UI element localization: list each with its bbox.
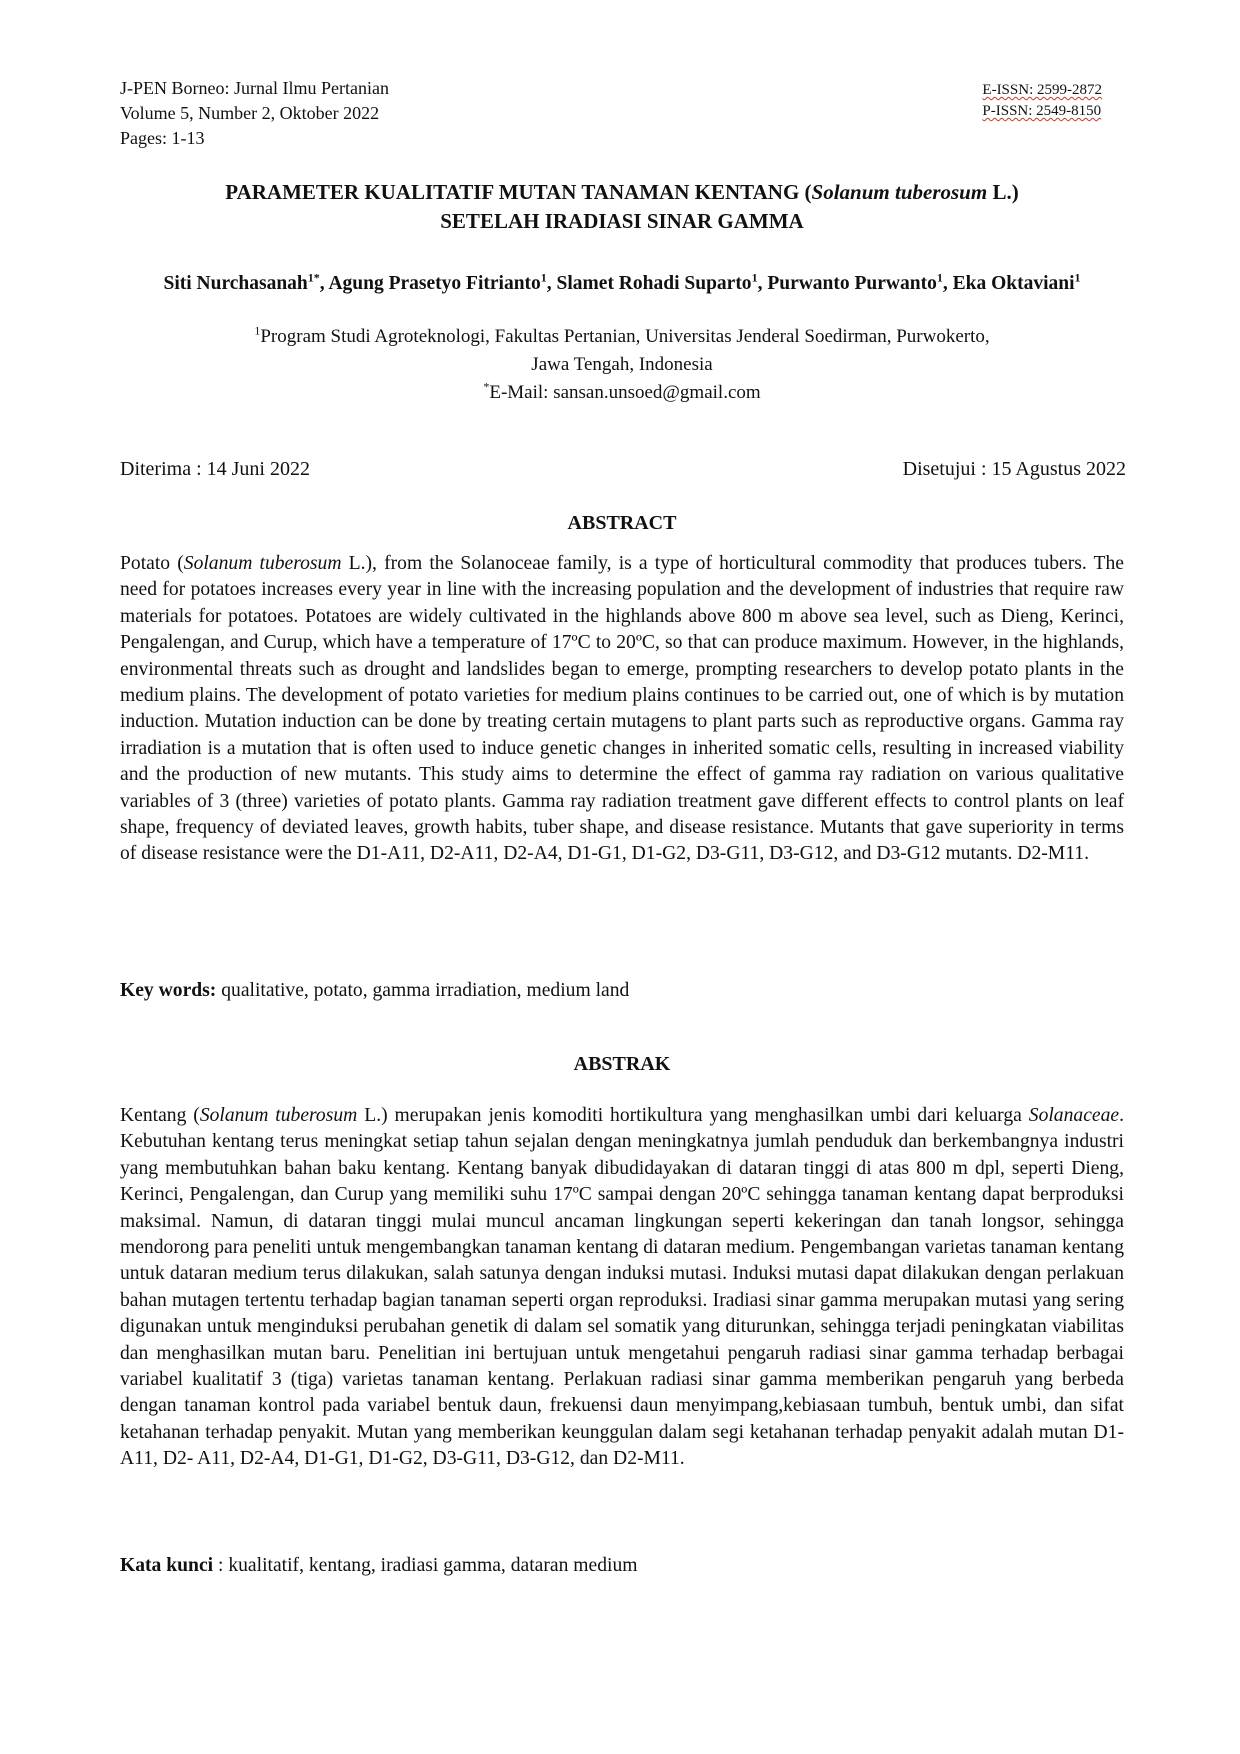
title-part2: L.): [987, 180, 1019, 204]
abstract-species: Solanum tuberosum: [183, 553, 342, 574]
author: Eka Oktaviani: [952, 273, 1075, 294]
author-sup: 1: [540, 270, 547, 285]
author: Agung Prasetyo Fitrianto: [328, 273, 541, 294]
author-sup: 1: [751, 270, 758, 285]
abstrak-text: [120, 1103, 1124, 1473]
abstrak-species: Solanum tuberosum: [199, 1105, 358, 1126]
author: Slamet Rohadi Suparto: [556, 273, 752, 294]
journal-info: [120, 76, 389, 151]
pissn: P-ISSN: 2549-8150: [982, 103, 1102, 119]
affiliation: [120, 323, 1124, 407]
affiliation-sup: 1: [254, 323, 261, 338]
keywords-label: Key words:: [120, 980, 217, 1001]
author: Siti Nurchasanah: [163, 273, 308, 294]
journal-volume: Volume 5, Number 2, Oktober 2022: [120, 103, 380, 123]
kata-kunci: [120, 1555, 1124, 1577]
author-sup: 1: [936, 270, 943, 285]
title-species: Solanum tuberosum: [811, 180, 988, 204]
contact-email: E-Mail: sansan.unsoed@gmail.com: [489, 382, 761, 403]
abstrak-mid: L.) merupakan jenis komoditi hortikultura yang menghasilkan umbi dari keluarga: [357, 1105, 1029, 1126]
journal-pages: Pages: 1-13: [120, 128, 205, 148]
abstrak-heading: ABSTRAK: [573, 1053, 671, 1075]
abstrak-lead: Kentang (: [120, 1105, 200, 1126]
affiliation-line1: Program Studi Agroteknologi, Fakultas Pertanian, Universitas Jenderal Soedirman, Purwokerto,: [260, 326, 990, 347]
eissn: E-ISSN: 2599-2872: [982, 82, 1102, 98]
abstract-body: L.), from the Solanoceae family, is a type of horticultural commodity that produces tubers. The need for potatoes increases every year in line with the increasing population and the development of industries that require raw materials for potatoes. Potatoes are widely cultivated in the highlands above 800 m above sea level, such as Dieng, Kerinci, Pengalengan, and Curup, which have a temperature of 17ºC to 20ºC, so that can produce maximum. However, in the highlands, environmental threats such as drought and landslides began to emerge, prompting researchers to develop potato plants in the medium plains. The development of potato varieties for medium plains continues to be carried out, one of which is by mutation induction. Mutation induction can be done by treating certain mutagens to plant parts such as reproductive organs. Gamma ray irradiation is a mutation that is often used to induce genetic changes in inherited somatic cells, resulting in increased viability and the production of new mutants. This study aims to determine the effect of gamma ray radiation on various qualitative variables of 3 (three) varieties of potato plants. Gamma ray radiation treatment gave different effects to control plants on leaf shape, frequency of deviated leaves, growth habits, tuber shape, and disease resistance. Mutants that gave superiority in terms of disease resistance were the D1-A11, D2-A11, D2-A4, D1-G1, D1-G2, D3-G11, D3-G12, and D3-G12 mutants. D2-M11.: [120, 553, 1124, 865]
received-date: Diterima : 14 Juni 2022: [120, 458, 310, 480]
author-list: Siti Nurchasanah$^{1*}$, Agung Prasetyo Fitrianto$^1$, Slamet Rohadi Suparto$^1$, Purwanto Purwanto$^1$, Eka Oktaviani$^1$: [163, 270, 1081, 294]
abstract-lead: Potato (: [120, 553, 184, 574]
author: Purwanto Purwanto: [767, 273, 937, 294]
abstract-heading: ABSTRACT: [567, 512, 677, 534]
abstract-text: [120, 551, 1124, 868]
affiliation-line2: Jawa Tengah, Indonesia: [531, 354, 713, 375]
journal-name: J-PEN Borneo: Jurnal Ilmu Pertanian: [120, 78, 389, 98]
abstrak-body: . Kebutuhan kentang terus meningkat setiap tahun sejalan dengan meningkatnya jumlah penduduk dan berkembangnya industri yang membutuhkan bahan baku kentang. Kentang banyak dibudidayakan di dataran tinggi di atas 800 m dpl, seperti Dieng, Kerinci, Pengalengan, dan Curup yang memiliki suhu 17ºC sampai dengan 20ºC sehingga tanaman kentang dapat berproduksi maksimal. Namun, di dataran tinggi mulai muncul ancaman lingkungan seperti kekeringan dan tanah longsor, sehingga mendorong para peneliti untuk mengembangkan tanaman kentang di dataran medium. Pengembangan varietas tanaman kentang untuk dataran medium terus dilakukan, salah satunya dengan induksi mutasi. Induksi mutasi dapat dilakukan dengan perlakuan bahan mutagen tertentu terhadap bagian tanaman seperti organ reproduksi. Iradiasi sinar gamma merupakan mutasi yang sering digunakan untuk menginduksi perubahan genetik di dalam sel somatik yang diturunkan, sehingga terjadi peningkatan viabilitas dan menghasilkan mutan baru. Penelitian ini bertujuan untuk mengetahui pengaruh radiasi sinar gamma terhadap berbagai variabel kualitatif 3 (tiga) varietas tanaman kentang. Perlakuan radiasi sinar gamma memberikan pengaruh yang berbeda dengan tanaman kontrol pada variabel bentuk daun, frekuensi daun menyimpang,kebiasaan tumbuh, bentuk umbi, dan sifat ketahanan terhadap penyakit. Mutan yang memberikan keunggulan dalam segi ketahanan terhadap penyakit adalah mutan D1-A11, D2- A11, D2-A4, D1-G1, D1-G2, D3-G11, D3-G12, dan D2-M11.: [120, 1105, 1124, 1470]
email-sup: *: [483, 379, 490, 394]
keywords-list: qualitative, potato, gamma irradiation, medium land: [216, 980, 630, 1001]
keywords: [120, 980, 1124, 1002]
kata-kunci-label: Kata kunci: [120, 1555, 214, 1576]
author-sup: 1*: [307, 270, 320, 285]
issn-info: [982, 80, 1102, 122]
title-line2: SETELAH IRADIASI SINAR GAMMA: [440, 209, 804, 233]
title-part1: PARAMETER KUALITATIF MUTAN TANAMAN KENTANG (: [225, 180, 812, 204]
paper-title: [120, 178, 1124, 236]
kata-kunci-list: : kualitatif, kentang, iradiasi gamma, dataran medium: [213, 1555, 638, 1576]
accepted-date: Disetujui : 15 Agustus 2022: [902, 458, 1126, 480]
abstrak-family: Solanaceae: [1028, 1105, 1120, 1126]
author-sup: 1: [1074, 270, 1081, 285]
